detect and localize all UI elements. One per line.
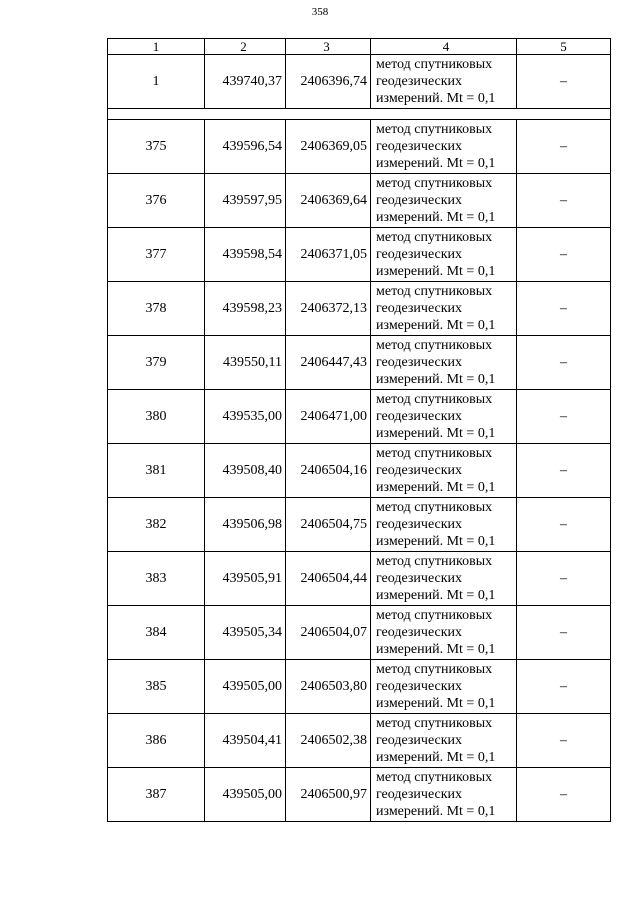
method-line: геодезических xyxy=(376,463,463,478)
y-coordinate: 2406502,38 xyxy=(286,714,371,768)
x-coordinate: 439535,00 xyxy=(205,390,286,444)
note-cell: – xyxy=(517,390,611,444)
y-coordinate: 2406504,44 xyxy=(286,552,371,606)
method-line: измерений. Mt = 0,1 xyxy=(376,588,496,603)
point-number: 378 xyxy=(108,282,205,336)
point-number: 377 xyxy=(108,228,205,282)
table-row xyxy=(108,552,611,606)
method-line: измерений. Mt = 0,1 xyxy=(376,426,496,441)
table-row xyxy=(108,768,611,822)
method-cell xyxy=(371,714,517,768)
method-line: геодезических xyxy=(376,517,463,532)
y-coordinate: 2406371,05 xyxy=(286,228,371,282)
note-cell: – xyxy=(517,282,611,336)
note-cell: – xyxy=(517,174,611,228)
method-line: геодезических xyxy=(376,733,463,748)
table-row xyxy=(108,282,611,336)
method-line: геодезических xyxy=(376,409,463,424)
note-cell: – xyxy=(517,606,611,660)
table-row xyxy=(108,606,611,660)
method-line: метод спутниковых xyxy=(376,500,493,515)
x-coordinate: 439598,54 xyxy=(205,228,286,282)
method-line: метод спутниковых xyxy=(376,230,493,245)
y-coordinate: 2406396,74 xyxy=(286,55,371,109)
method-line: измерений. Mt = 0,1 xyxy=(376,696,496,711)
point-number: 1 xyxy=(108,55,205,109)
point-number: 382 xyxy=(108,498,205,552)
method-cell xyxy=(371,498,517,552)
gap-row xyxy=(108,109,611,120)
method-line: метод спутниковых xyxy=(376,284,493,299)
method-line: измерений. Mt = 0,1 xyxy=(376,642,496,657)
method-line: геодезических xyxy=(376,787,463,802)
table-row xyxy=(108,174,611,228)
header-cell: 3 xyxy=(286,39,371,55)
method-line: геодезических xyxy=(376,571,463,586)
method-line: измерений. Mt = 0,1 xyxy=(376,318,496,333)
point-number: 379 xyxy=(108,336,205,390)
note-cell: – xyxy=(517,660,611,714)
header-cell: 4 xyxy=(371,39,517,55)
header-cell: 5 xyxy=(517,39,611,55)
method-line: измерений. Mt = 0,1 xyxy=(376,750,496,765)
x-coordinate: 439598,23 xyxy=(205,282,286,336)
table-row xyxy=(108,390,611,444)
method-cell xyxy=(371,228,517,282)
method-cell xyxy=(371,768,517,822)
method-line: геодезических xyxy=(376,193,463,208)
method-line: геодезических xyxy=(376,355,463,370)
method-cell xyxy=(371,120,517,174)
table-row xyxy=(108,660,611,714)
point-number: 387 xyxy=(108,768,205,822)
table-row xyxy=(108,55,611,109)
note-cell: – xyxy=(517,768,611,822)
method-line: измерений. Mt = 0,1 xyxy=(376,804,496,819)
method-cell xyxy=(371,174,517,228)
method-line: метод спутниковых xyxy=(376,176,493,191)
gap-cell xyxy=(108,109,611,120)
header-cell: 2 xyxy=(205,39,286,55)
page-number: 358 xyxy=(311,6,329,18)
method-line: метод спутниковых xyxy=(376,770,493,785)
method-cell xyxy=(371,336,517,390)
y-coordinate: 2406447,43 xyxy=(286,336,371,390)
method-line: геодезических xyxy=(376,247,463,262)
method-line: измерений. Mt = 0,1 xyxy=(376,534,496,549)
method-line: метод спутниковых xyxy=(376,122,493,137)
header-row xyxy=(108,39,611,55)
method-line: геодезических xyxy=(376,74,463,89)
method-line: измерений. Mt = 0,1 xyxy=(376,264,496,279)
note-cell: – xyxy=(517,228,611,282)
note-cell: – xyxy=(517,498,611,552)
method-line: геодезических xyxy=(376,139,463,154)
coordinates-table xyxy=(107,38,611,822)
x-coordinate: 439508,40 xyxy=(205,444,286,498)
x-coordinate: 439505,91 xyxy=(205,552,286,606)
method-cell xyxy=(371,282,517,336)
method-line: геодезических xyxy=(376,625,463,640)
table-row xyxy=(108,498,611,552)
point-number: 380 xyxy=(108,390,205,444)
method-line: метод спутниковых xyxy=(376,338,493,353)
table-row xyxy=(108,714,611,768)
note-cell: – xyxy=(517,55,611,109)
point-number: 385 xyxy=(108,660,205,714)
point-number: 376 xyxy=(108,174,205,228)
table-row xyxy=(108,444,611,498)
method-line: измерений. Mt = 0,1 xyxy=(376,372,496,387)
x-coordinate: 439596,54 xyxy=(205,120,286,174)
method-cell xyxy=(371,390,517,444)
table-row xyxy=(108,336,611,390)
y-coordinate: 2406369,05 xyxy=(286,120,371,174)
method-line: геодезических xyxy=(376,679,463,694)
y-coordinate: 2406504,16 xyxy=(286,444,371,498)
method-line: метод спутниковых xyxy=(376,57,493,72)
table-row xyxy=(108,228,611,282)
method-cell xyxy=(371,55,517,109)
point-number: 383 xyxy=(108,552,205,606)
table-row xyxy=(108,120,611,174)
y-coordinate: 2406504,07 xyxy=(286,606,371,660)
x-coordinate: 439504,41 xyxy=(205,714,286,768)
y-coordinate: 2406503,80 xyxy=(286,660,371,714)
note-cell: – xyxy=(517,552,611,606)
method-line: измерений. Mt = 0,1 xyxy=(376,91,496,106)
method-line: измерений. Mt = 0,1 xyxy=(376,156,496,171)
x-coordinate: 439505,00 xyxy=(205,660,286,714)
x-coordinate: 439597,95 xyxy=(205,174,286,228)
method-line: геодезических xyxy=(376,301,463,316)
method-line: метод спутниковых xyxy=(376,716,493,731)
method-line: метод спутниковых xyxy=(376,608,493,623)
note-cell: – xyxy=(517,444,611,498)
point-number: 375 xyxy=(108,120,205,174)
header-cell: 1 xyxy=(108,39,205,55)
x-coordinate: 439505,00 xyxy=(205,768,286,822)
note-cell: – xyxy=(517,120,611,174)
point-number: 384 xyxy=(108,606,205,660)
method-line: метод спутниковых xyxy=(376,446,493,461)
note-cell: – xyxy=(517,336,611,390)
y-coordinate: 2406471,00 xyxy=(286,390,371,444)
method-cell xyxy=(371,606,517,660)
point-number: 381 xyxy=(108,444,205,498)
y-coordinate: 2406369,64 xyxy=(286,174,371,228)
method-line: метод спутниковых xyxy=(376,662,493,677)
point-number: 386 xyxy=(108,714,205,768)
y-coordinate: 2406504,75 xyxy=(286,498,371,552)
method-cell xyxy=(371,552,517,606)
method-cell xyxy=(371,444,517,498)
x-coordinate: 439550,11 xyxy=(205,336,286,390)
method-line: измерений. Mt = 0,1 xyxy=(376,210,496,225)
note-cell: – xyxy=(517,714,611,768)
x-coordinate: 439505,34 xyxy=(205,606,286,660)
x-coordinate: 439506,98 xyxy=(205,498,286,552)
y-coordinate: 2406372,13 xyxy=(286,282,371,336)
method-line: метод спутниковых xyxy=(376,392,493,407)
y-coordinate: 2406500,97 xyxy=(286,768,371,822)
method-line: измерений. Mt = 0,1 xyxy=(376,480,496,495)
method-line: метод спутниковых xyxy=(376,554,493,569)
method-cell xyxy=(371,660,517,714)
x-coordinate: 439740,37 xyxy=(205,55,286,109)
